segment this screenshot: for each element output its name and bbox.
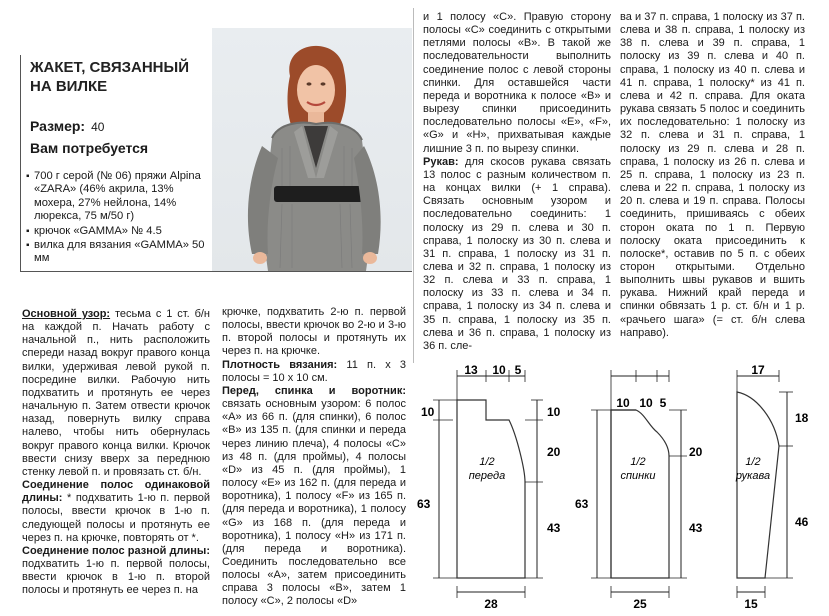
front-right-top-dim: 10 bbox=[547, 405, 561, 419]
text-column-4 bbox=[620, 11, 805, 340]
size-line bbox=[30, 118, 104, 134]
front-right-mid-dim: 20 bbox=[547, 445, 561, 459]
front-left-top-dim: 10 bbox=[421, 405, 435, 419]
sleeve-outline bbox=[737, 392, 779, 578]
text-column-1 bbox=[22, 308, 210, 597]
column-separator bbox=[413, 8, 414, 363]
paragraph-unequal-strips: подхватить 1-ю п. первой полосы, ввести крючок в 1-ю п. второй полосы и протянуть ее через п. на bbox=[22, 557, 210, 597]
back-top-width-3: 5 bbox=[659, 396, 667, 410]
materials-item: ▪ вилка для вязания «GAMMA» 50 мм bbox=[26, 239, 216, 266]
text-column-3 bbox=[423, 11, 611, 353]
paragraph-front-back: связать основным узором: 6 полос «А» из 66 п. (для спинки), 6 полос «В» из 135 п. (для спинки и переда через линию плеча), 4 полосы «С» из 48 п. (для проймы), 4 полосы «D» из 45 п. (для проймы), 1 полосу «Е» из 162 п. (для переда и воротника), 1 полосу «F» из 165 п. (для переда и воротника), 1 полосу «G» из 168 п. (для переда и воротника), 1 полосу «Н» из 171 п. (для переда и воротника). Соединить последовательно все полосы «А», затем присоединить справа 3 полосы «В», затем 1 полосу «С», 2 полосы «D» bbox=[222, 398, 406, 608]
back-left-total-dim: 63 bbox=[575, 497, 589, 511]
front-left-total-dim: 63 bbox=[417, 497, 431, 511]
front-top-width-3: 5 bbox=[514, 363, 522, 377]
pattern-title: ЖАКЕТ, СВЯЗАННЫЙ НА ВИЛКЕ bbox=[30, 59, 189, 95]
section-title-sleeve: Рукав: bbox=[423, 155, 459, 168]
back-top-width-2: 10 bbox=[639, 396, 653, 410]
front-bottom-dim: 28 bbox=[484, 597, 498, 611]
paragraph-sleeve-cap: ва и 37 п. справа, 1 полоску из 37 п. слева и 38 п. справа, 1 полоску из 38 п. слева и 39 п. справа, 1 полоску из 39 п. слева и 40 п. справа, 1 полоску из 40 п. слева и 41 п. справа, 1 полоску* из 41 п. слева и 42 п. справа. Для оката рукава связать 5 полос и соединить их последовательно: 1 полоску из 32 п. слева и 31 п. справа, 1 полоску из 29 п. слева и 28 п. справа, 1 полоску из 26 п. слева и 25 п. справа, 1 полоску из 23 п. слева и 22 п. справа, 1 полоску из 20 п. слева и 19 п. справа. Полосы соединить, пришиваясь с обеих сторон оката по 1 п. Первую полоску оката присоединить к полоске*, оставив по 5 п. с обеих сторон открытыми. Отдельно выполнить швы рукавов и вшить рукава. Нижний край переда и спинки обвязать 1 р. ст. б/н и 1 р. «рачьего шага» (= ст. б/н слева направо). bbox=[620, 11, 805, 339]
back-label-name: спинки bbox=[620, 470, 656, 482]
sleeve-right-bottom-dim: 46 bbox=[795, 515, 809, 529]
sleeve-bottom-dim: 15 bbox=[744, 597, 758, 611]
materials-heading: Вам потребуется bbox=[30, 140, 149, 156]
materials-item: ▪ 700 г серой (№ 06) пряжи Alpina «ZARA» (46% акрила, 13% мохера, 27% нейлона, 14% люрекса, 75 м/50 г) bbox=[26, 170, 216, 224]
sleeve-label-name: рукава bbox=[735, 470, 771, 482]
section-title-unequal-strips: Соединение полос разной длины: bbox=[22, 544, 210, 557]
front-label-fraction: 1/2 bbox=[479, 456, 495, 468]
back-outline bbox=[611, 410, 669, 578]
back-label-fraction: 1/2 bbox=[630, 456, 646, 468]
section-title-equal-strips: Соединение полос одинаковой длины: bbox=[22, 479, 210, 505]
sleeve-schematic bbox=[735, 363, 809, 611]
paragraph-gauge: 11 п. х 3 полосы = 10 х 10 см. bbox=[222, 358, 406, 384]
size-label: Размер: bbox=[30, 118, 86, 134]
section-title-main-pattern: Основной узор: bbox=[22, 308, 111, 320]
front-top-width-1: 13 bbox=[464, 363, 478, 377]
front-top-width-2: 10 bbox=[492, 363, 506, 377]
text-column-2 bbox=[222, 306, 406, 609]
schematic-diagrams bbox=[413, 362, 829, 616]
paragraph-assembly: и 1 полосу «С». Правую сторону полосы «С» соединить с открытыми петлями полосы «В». В такой же последовательности выполнить соединение полос с левой стороны спинки. Для оставшейся части переда и воротника к полосе «В» и вырезу спинки присоединить последовательно полосы «Е», «F», «G» и «Н», прихватывая каждые лишние 3 п. по вырезу спинки. bbox=[423, 11, 611, 155]
front-right-bottom-dim: 43 bbox=[547, 521, 561, 535]
model-photo bbox=[212, 28, 412, 271]
materials-item: ▪ крючок «GAMMA» № 4.5 bbox=[26, 225, 216, 238]
sleeve-top-dim: 17 bbox=[751, 363, 765, 377]
paragraph-continued: крючке, подхватить 2-ю п. первой полосы, ввести крючок во 2-ю и 3-ю п. второй полосы и протянуть их через п. на крючке. bbox=[222, 306, 406, 358]
back-schematic bbox=[575, 370, 703, 611]
size-value: 40 bbox=[91, 120, 105, 134]
front-schematic bbox=[417, 363, 561, 611]
back-bottom-dim: 25 bbox=[633, 597, 647, 611]
back-top-width-1: 10 bbox=[616, 396, 630, 410]
paragraph-sleeve: для скосов рукава связать 13 полос с разным количеством п. на концах вилки (+ 1 справа). Связать основным узором и последовательно соединить: 1 полоску из 29 п. слева и 30 п. справа, 1 полоску из 30 п. слева и 31 п. справа, 1 полоску из 31 п. слева и 32 п. справа, 1 полоску из 32 п. слева и 33 п. справа, 1 полоску из 33 п. слева и 34 п. справа, 1 полоску из 34 п. слева и 35 п. справа, 1 полоску из 35 п. слева и 36 п. справа, 1 полоску из 36 п. сле- bbox=[423, 155, 611, 352]
model-photo-illustration bbox=[212, 28, 412, 271]
front-label-name: переда bbox=[468, 470, 506, 482]
header-left-rule bbox=[20, 55, 21, 272]
sleeve-label-fraction: 1/2 bbox=[745, 456, 761, 468]
back-right-mid-dim: 20 bbox=[689, 445, 703, 459]
sleeve-right-top-dim: 18 bbox=[795, 411, 809, 425]
section-title-front-back: Перед, спинка и воротник: bbox=[222, 384, 406, 397]
materials-list bbox=[26, 170, 216, 267]
section-title-gauge: Плотность вязания: bbox=[222, 358, 338, 371]
paragraph-main-pattern: тесьма с 1 ст. б/н на каждой п. Начать работу с начальной п., нить расположить спереди назад вокруг правого конца вилки, удерживая левой рукой п. посредине вилки. Рабочую нить подхватить и протянуть ее через начальную п. Затем отвести крючок назад, повернуть вилку справа налево, чтобы нить обернулась вокруг правого конца вилки. Крючок ввести снизу вверх за переднюю стенку левой п. и провязать ст. б/н. bbox=[22, 308, 211, 478]
back-right-bottom-dim: 43 bbox=[689, 521, 703, 535]
paragraph-equal-strips: * подхватить 1-ю п. первой полосы, ввести крючок в 1-ю п. следующей полосы и протянуть ее через п. на крючке, повторять от *. bbox=[22, 492, 210, 544]
front-outline bbox=[457, 400, 525, 578]
header-bottom-rule bbox=[20, 271, 412, 272]
